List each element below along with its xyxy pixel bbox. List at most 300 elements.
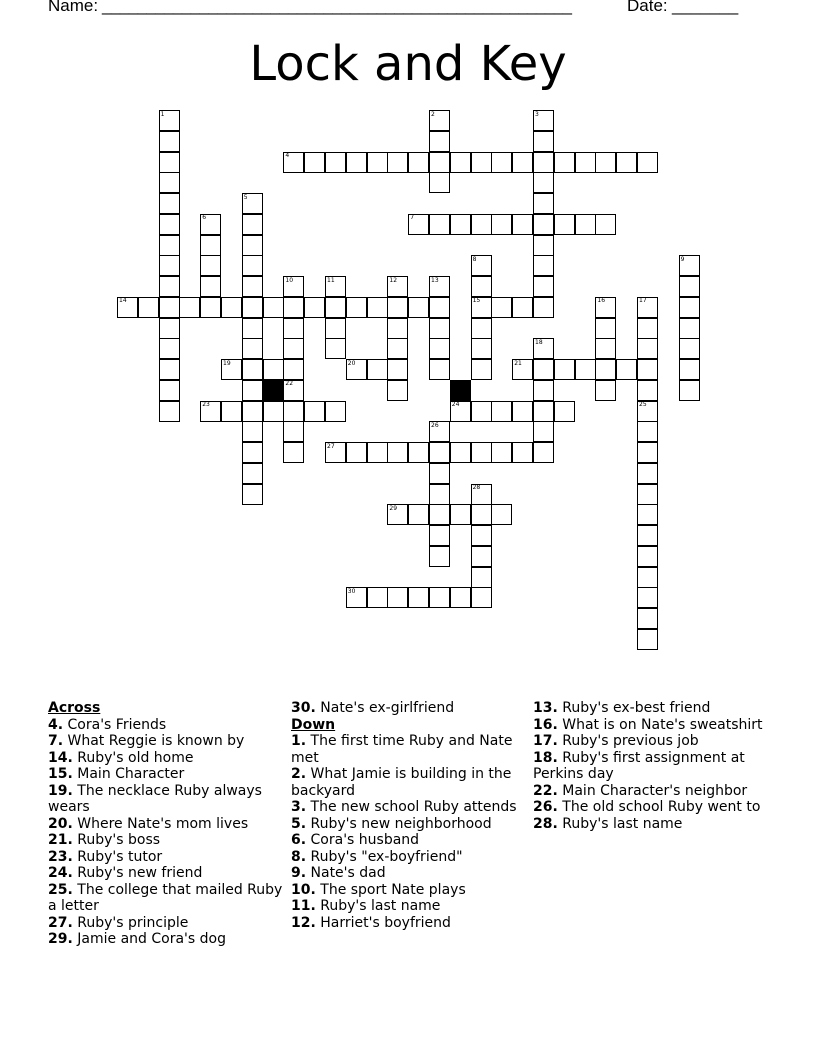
clue-number-label: 19 xyxy=(223,359,231,367)
crossword-cell[interactable] xyxy=(533,255,554,276)
crossword-cell[interactable] xyxy=(637,152,658,173)
clue-text: Cora's husband xyxy=(310,832,420,848)
crossword-cell[interactable] xyxy=(221,401,242,422)
clue xyxy=(533,750,773,783)
clue xyxy=(48,766,288,783)
down-heading: Down xyxy=(291,716,336,733)
crossword-cell[interactable] xyxy=(283,338,304,359)
clue-number-label: 5 xyxy=(243,193,248,201)
crossword-cell[interactable] xyxy=(533,401,554,422)
crossword-cell[interactable] xyxy=(679,318,700,339)
crossword-cell[interactable] xyxy=(450,152,471,173)
crossword-cell[interactable] xyxy=(429,504,450,525)
crossword-cell[interactable] xyxy=(159,235,180,256)
clue-text: Ruby's old home xyxy=(77,749,194,766)
crossword-cell[interactable] xyxy=(242,359,263,380)
crossword-cell[interactable] xyxy=(387,587,408,608)
clue xyxy=(291,865,531,882)
clue-text: The necklace Ruby always wears xyxy=(48,782,262,815)
crossword-cell[interactable] xyxy=(263,359,284,380)
crossword-cell[interactable] xyxy=(200,255,221,276)
clue xyxy=(533,799,773,816)
crossword-cell[interactable] xyxy=(429,484,450,505)
clue xyxy=(291,733,531,766)
crossword-cell[interactable] xyxy=(429,338,450,359)
clue-number: 13. xyxy=(533,700,558,716)
clue-number: 16. xyxy=(533,716,558,733)
clues-column-1 xyxy=(48,700,288,948)
crossword-cell[interactable] xyxy=(242,338,263,359)
crossword-cell[interactable] xyxy=(471,359,492,380)
clue xyxy=(48,832,288,849)
clue xyxy=(291,882,531,899)
clue-number: 8. xyxy=(291,848,307,865)
crossword-cell[interactable] xyxy=(450,587,471,608)
clue-text: Ruby's boss xyxy=(77,832,161,848)
crossword-cell[interactable] xyxy=(491,442,512,463)
crossword-cell[interactable] xyxy=(283,359,304,380)
crossword-cell[interactable] xyxy=(387,442,408,463)
crossword-cell[interactable] xyxy=(450,504,471,525)
crossword-cell[interactable] xyxy=(575,214,596,235)
clue-number-label: 12 xyxy=(389,276,398,284)
crossword-cell[interactable] xyxy=(429,587,450,608)
crossword-cell[interactable] xyxy=(367,297,388,318)
clue-text: Jamie and Cora's dog xyxy=(77,931,226,947)
crossword-cell[interactable] xyxy=(242,276,263,297)
crossword-cell[interactable] xyxy=(408,504,429,525)
clue-text: The sport Nate plays xyxy=(320,881,466,898)
clue xyxy=(291,816,531,833)
crossword-cell[interactable] xyxy=(533,235,554,256)
crossword-cell[interactable] xyxy=(159,380,180,401)
crossword-cell[interactable] xyxy=(533,214,554,235)
down-clue-list-continued xyxy=(533,700,773,832)
crossword-cell[interactable] xyxy=(408,442,429,463)
clue-number: 7. xyxy=(48,733,64,749)
crossword-cell[interactable] xyxy=(408,587,429,608)
clue-number-label: 24 xyxy=(451,401,460,408)
crossword-cell[interactable] xyxy=(429,525,450,546)
clue-number-label: 15 xyxy=(472,297,481,305)
clue xyxy=(48,915,288,932)
crossword-cell[interactable] xyxy=(554,214,575,235)
clue-number: 6. xyxy=(291,832,307,848)
clue-text: The first time Ruby and Nate met xyxy=(291,733,513,766)
crossword-cell[interactable] xyxy=(242,421,263,442)
crossword-cell[interactable] xyxy=(450,214,471,235)
crossword-cell[interactable] xyxy=(242,318,263,339)
crossword-cell[interactable] xyxy=(637,338,658,359)
clue xyxy=(48,783,288,816)
crossword-cell[interactable] xyxy=(346,152,367,173)
crossword-cell[interactable] xyxy=(325,338,346,359)
clue-number: 23. xyxy=(48,848,73,865)
date-line[interactable]: _______ xyxy=(672,0,739,15)
clue-number-label: 29 xyxy=(389,504,398,512)
crossword-cell[interactable] xyxy=(491,297,512,318)
clue xyxy=(291,700,531,717)
clue-text: Main Character xyxy=(77,766,185,782)
crossword-cell[interactable] xyxy=(637,587,658,608)
crossword-cell[interactable] xyxy=(637,546,658,567)
clue-number-label: 4 xyxy=(285,152,290,159)
clue-number: 12. xyxy=(291,914,316,931)
clue-number-label: 1 xyxy=(160,110,165,118)
crossword-cell[interactable] xyxy=(159,214,180,235)
crossword-cell[interactable] xyxy=(159,193,180,214)
clue xyxy=(48,865,288,882)
clue-number: 27. xyxy=(48,914,73,931)
crossword-cell[interactable] xyxy=(533,297,554,318)
clue-number: 5. xyxy=(291,815,307,832)
crossword-cell[interactable] xyxy=(533,442,554,463)
crossword-cell[interactable] xyxy=(429,463,450,484)
name-label: Name: xyxy=(48,0,99,15)
clue xyxy=(533,816,773,833)
crossword-cell[interactable] xyxy=(471,546,492,567)
crossword-cell[interactable] xyxy=(304,401,325,422)
clue-number-label: 20 xyxy=(347,359,356,367)
crossword-cell[interactable] xyxy=(575,152,596,173)
clue-text: What Reggie is known by xyxy=(67,733,245,749)
crossword-cell[interactable] xyxy=(512,401,533,422)
crossword-cell[interactable] xyxy=(533,172,554,193)
crossword-cell[interactable] xyxy=(595,214,616,235)
crossword-cell[interactable] xyxy=(679,359,700,380)
clue-number: 4. xyxy=(48,716,64,733)
crossword-cell[interactable] xyxy=(179,297,200,318)
crossword-cell[interactable] xyxy=(367,359,388,380)
crossword-cell[interactable] xyxy=(387,359,408,380)
crossword-cell[interactable] xyxy=(283,318,304,339)
crossword-cell[interactable] xyxy=(491,214,512,235)
crossword-cell[interactable] xyxy=(221,297,242,318)
crossword-cell[interactable] xyxy=(304,152,325,173)
crossword-cell[interactable] xyxy=(387,318,408,339)
clue xyxy=(48,931,288,948)
crossword-cell[interactable] xyxy=(471,338,492,359)
crossword-cell[interactable] xyxy=(429,442,450,463)
crossword-cell[interactable] xyxy=(159,131,180,152)
crossword-cell[interactable] xyxy=(679,338,700,359)
crossword-cell[interactable] xyxy=(471,567,492,588)
puzzle-title: Lock and Key xyxy=(249,36,567,92)
clue-number-label: 11 xyxy=(327,276,335,284)
clue-number-label: 6 xyxy=(202,214,207,222)
crossword-cell[interactable] xyxy=(533,380,554,401)
clue-number-label: 18 xyxy=(535,338,543,346)
clue-text: Ruby's first assignment at Perkins day xyxy=(533,749,745,782)
clue-number: 11. xyxy=(291,898,316,914)
clue-number-label: 28 xyxy=(472,484,481,491)
crossword-cell[interactable] xyxy=(387,297,408,318)
crossword-cell[interactable] xyxy=(471,276,492,297)
crossword-cell[interactable] xyxy=(637,463,658,484)
crossword-cell[interactable] xyxy=(471,525,492,546)
crossword-cell[interactable] xyxy=(533,421,554,442)
crossword-cell[interactable] xyxy=(283,401,304,422)
crossword-cell[interactable] xyxy=(263,401,284,422)
crossword-cell[interactable] xyxy=(429,152,450,173)
crossword-cell[interactable] xyxy=(471,214,492,235)
crossword-cell[interactable] xyxy=(471,442,492,463)
across-clue-list-continued xyxy=(291,700,531,717)
crossword-cell[interactable] xyxy=(200,297,221,318)
crossword-cell[interactable] xyxy=(554,152,575,173)
crossword-cell[interactable] xyxy=(595,338,616,359)
crossword-cell[interactable] xyxy=(325,297,346,318)
crossword-cell[interactable] xyxy=(242,442,263,463)
crossword-cell[interactable] xyxy=(595,152,616,173)
crossword-cell[interactable] xyxy=(242,401,263,422)
clue-number-label: 26 xyxy=(431,421,439,429)
crossword-cell[interactable] xyxy=(471,318,492,339)
clue-number-label: 9 xyxy=(680,255,685,263)
clue-text: Ruby's last name xyxy=(562,815,683,832)
clue-number-label: 25 xyxy=(639,401,647,408)
crossword-cell[interactable] xyxy=(429,297,450,318)
crossword-cell[interactable] xyxy=(637,629,658,650)
crossword-cell[interactable] xyxy=(554,359,575,380)
clue-number: 1. xyxy=(291,733,307,749)
date-label: Date: xyxy=(627,0,668,15)
black-square xyxy=(263,380,284,401)
crossword-cell[interactable] xyxy=(429,318,450,339)
clue-text: Nate's dad xyxy=(310,865,386,881)
crossword-cell[interactable] xyxy=(595,380,616,401)
clue-number-label: 2 xyxy=(431,110,435,118)
clue-text: Main Character's neighbor xyxy=(562,782,748,799)
crossword-cell[interactable] xyxy=(325,152,346,173)
crossword-cell[interactable] xyxy=(429,172,450,193)
crossword-cell[interactable] xyxy=(679,297,700,318)
crossword-cell[interactable] xyxy=(637,318,658,339)
clue-text: Nate's ex-girlfriend xyxy=(320,700,455,716)
crossword-cell[interactable] xyxy=(471,587,492,608)
clue xyxy=(291,849,531,866)
crossword-cell[interactable] xyxy=(595,318,616,339)
crossword-cell[interactable] xyxy=(283,421,304,442)
crossword-cell[interactable] xyxy=(283,297,304,318)
down-clue-list xyxy=(291,733,531,931)
crossword-cell[interactable] xyxy=(304,297,325,318)
clue xyxy=(291,832,531,849)
clue-number: 22. xyxy=(533,782,558,799)
clue-number: 10. xyxy=(291,881,316,898)
crossword-cell[interactable] xyxy=(242,484,263,505)
clue-number: 2. xyxy=(291,766,307,782)
crossword-cell[interactable] xyxy=(471,504,492,525)
crossword-cell[interactable] xyxy=(512,442,533,463)
clue-number-label: 14 xyxy=(119,297,127,305)
crossword-cell[interactable] xyxy=(491,504,512,525)
crossword-cell[interactable] xyxy=(429,546,450,567)
crossword-cell[interactable] xyxy=(242,255,263,276)
clue-number-label: 7 xyxy=(410,214,415,222)
crossword-cell[interactable] xyxy=(512,297,533,318)
crossword-cell[interactable] xyxy=(637,484,658,505)
black-square xyxy=(450,380,471,401)
crossword-cell[interactable] xyxy=(408,152,429,173)
clue xyxy=(291,915,531,932)
crossword-cell[interactable] xyxy=(408,297,429,318)
clue-number: 20. xyxy=(48,815,73,832)
crossword-cell[interactable] xyxy=(512,214,533,235)
clue xyxy=(533,700,773,717)
crossword-cell[interactable] xyxy=(159,297,180,318)
crossword-cell[interactable] xyxy=(159,401,180,422)
clue-number-label: 17 xyxy=(639,297,647,305)
name-line[interactable]: _____________________________________________________ xyxy=(102,0,572,15)
crossword-cell[interactable] xyxy=(346,297,367,318)
clue-number-label: 23 xyxy=(202,401,210,408)
crossword-cell[interactable] xyxy=(242,380,263,401)
crossword-cell[interactable] xyxy=(679,276,700,297)
across-clue-list xyxy=(48,717,288,948)
crossword-cell[interactable] xyxy=(200,276,221,297)
clue-number: 14. xyxy=(48,749,73,766)
crossword-cell[interactable] xyxy=(387,338,408,359)
clue xyxy=(48,717,288,734)
clue-text: What Jamie is building in the backyard xyxy=(291,766,512,799)
crossword-cell[interactable] xyxy=(367,152,388,173)
clue-number-label: 22 xyxy=(285,380,294,388)
crossword-cell[interactable] xyxy=(637,421,658,442)
crossword-cell[interactable] xyxy=(637,608,658,629)
crossword-cell[interactable] xyxy=(159,255,180,276)
crossword-cell[interactable] xyxy=(616,152,637,173)
crossword-cell[interactable] xyxy=(637,359,658,380)
clue-number: 30. xyxy=(291,700,316,716)
clue-text: Ruby's previous job xyxy=(562,733,699,749)
clue xyxy=(291,898,531,915)
crossword-cell[interactable] xyxy=(575,359,596,380)
crossword-cell[interactable] xyxy=(533,152,554,173)
crossword-cell[interactable] xyxy=(367,442,388,463)
clue-text: Where Nate's mom lives xyxy=(77,815,249,832)
crossword-cell[interactable] xyxy=(637,442,658,463)
crossword-cell[interactable] xyxy=(346,442,367,463)
clue-number-label: 21 xyxy=(514,359,522,367)
crossword-cell[interactable] xyxy=(387,152,408,173)
clue-text: The old school Ruby went to xyxy=(562,799,761,815)
crossword-cell[interactable] xyxy=(637,380,658,401)
clue xyxy=(533,717,773,734)
crossword-cell[interactable] xyxy=(242,214,263,235)
crossword-cell[interactable] xyxy=(595,359,616,380)
clue-text: Ruby's ex-best friend xyxy=(562,700,711,716)
clue-number-label: 16 xyxy=(597,297,606,305)
clue-text: Ruby's principle xyxy=(77,914,189,931)
crossword-cell[interactable] xyxy=(159,152,180,173)
across-heading: Across xyxy=(48,700,101,716)
crossword-cell[interactable] xyxy=(491,152,512,173)
crossword-cell[interactable] xyxy=(325,318,346,339)
clue-number: 15. xyxy=(48,766,73,782)
crossword-cell[interactable] xyxy=(491,401,512,422)
crossword-cell[interactable] xyxy=(450,442,471,463)
clue-text: The new school Ruby attends xyxy=(310,799,517,815)
crossword-cell[interactable] xyxy=(533,131,554,152)
clue-number-label: 8 xyxy=(472,255,477,263)
clues-column-3 xyxy=(533,700,773,832)
clue-number: 18. xyxy=(533,749,558,766)
crossword-cell[interactable] xyxy=(616,359,637,380)
crossword-cell[interactable] xyxy=(429,131,450,152)
clue xyxy=(48,849,288,866)
clue-text: The college that mailed Ruby a letter xyxy=(48,881,283,914)
crossword-cell[interactable] xyxy=(283,442,304,463)
crossword-cell[interactable] xyxy=(533,193,554,214)
clue-number: 28. xyxy=(533,815,558,832)
crossword-cell[interactable] xyxy=(637,504,658,525)
crossword-cell[interactable] xyxy=(200,235,221,256)
clue-text: Ruby's tutor xyxy=(77,848,163,865)
clue xyxy=(48,750,288,767)
clue-text: Ruby's new neighborhood xyxy=(310,815,492,832)
clue-number-label: 13 xyxy=(431,276,439,284)
clue xyxy=(48,733,288,750)
crossword-cell[interactable] xyxy=(429,214,450,235)
clue xyxy=(291,799,531,816)
clue-text: Cora's Friends xyxy=(67,716,167,733)
clue-number: 26. xyxy=(533,799,558,815)
clue xyxy=(291,766,531,799)
clue-number: 3. xyxy=(291,799,307,815)
clues-column-2 xyxy=(291,700,531,931)
crossword-cell[interactable] xyxy=(138,297,159,318)
crossword-cell[interactable] xyxy=(159,276,180,297)
clue-text: What is on Nate's sweatshirt xyxy=(562,716,763,733)
crossword-cell[interactable] xyxy=(387,380,408,401)
crossword-cell[interactable] xyxy=(263,297,284,318)
crossword-cell[interactable] xyxy=(512,152,533,173)
crossword-cell[interactable] xyxy=(471,401,492,422)
crossword-cell[interactable] xyxy=(554,401,575,422)
clue-number-label: 30 xyxy=(347,587,356,595)
crossword-cell[interactable] xyxy=(367,587,388,608)
clue-number: 21. xyxy=(48,832,73,848)
crossword-cell[interactable] xyxy=(533,276,554,297)
crossword-cell[interactable] xyxy=(242,297,263,318)
clue xyxy=(48,882,288,915)
clue-number: 17. xyxy=(533,733,558,749)
crossword-cell[interactable] xyxy=(637,567,658,588)
clue xyxy=(48,816,288,833)
crossword-cell[interactable] xyxy=(159,338,180,359)
clue-text: Ruby's last name xyxy=(320,898,441,914)
clue-number: 9. xyxy=(291,865,307,881)
crossword-cell[interactable] xyxy=(679,380,700,401)
clue-number: 25. xyxy=(48,881,73,898)
crossword-cell[interactable] xyxy=(471,152,492,173)
clue-text: Ruby's "ex-boyfriend" xyxy=(310,848,463,865)
crossword-cell[interactable] xyxy=(242,235,263,256)
crossword-cell[interactable] xyxy=(533,359,554,380)
clue-number: 19. xyxy=(48,782,73,799)
clue-number-label: 27 xyxy=(327,442,335,450)
crossword-cell[interactable] xyxy=(159,318,180,339)
crossword-cell[interactable] xyxy=(159,359,180,380)
crossword-cell[interactable] xyxy=(242,463,263,484)
clue-number: 24. xyxy=(48,865,73,881)
clue xyxy=(533,733,773,750)
crossword-cell[interactable] xyxy=(159,172,180,193)
crossword-cell[interactable] xyxy=(325,401,346,422)
crossword-cell[interactable] xyxy=(637,525,658,546)
crossword-cell[interactable] xyxy=(429,359,450,380)
